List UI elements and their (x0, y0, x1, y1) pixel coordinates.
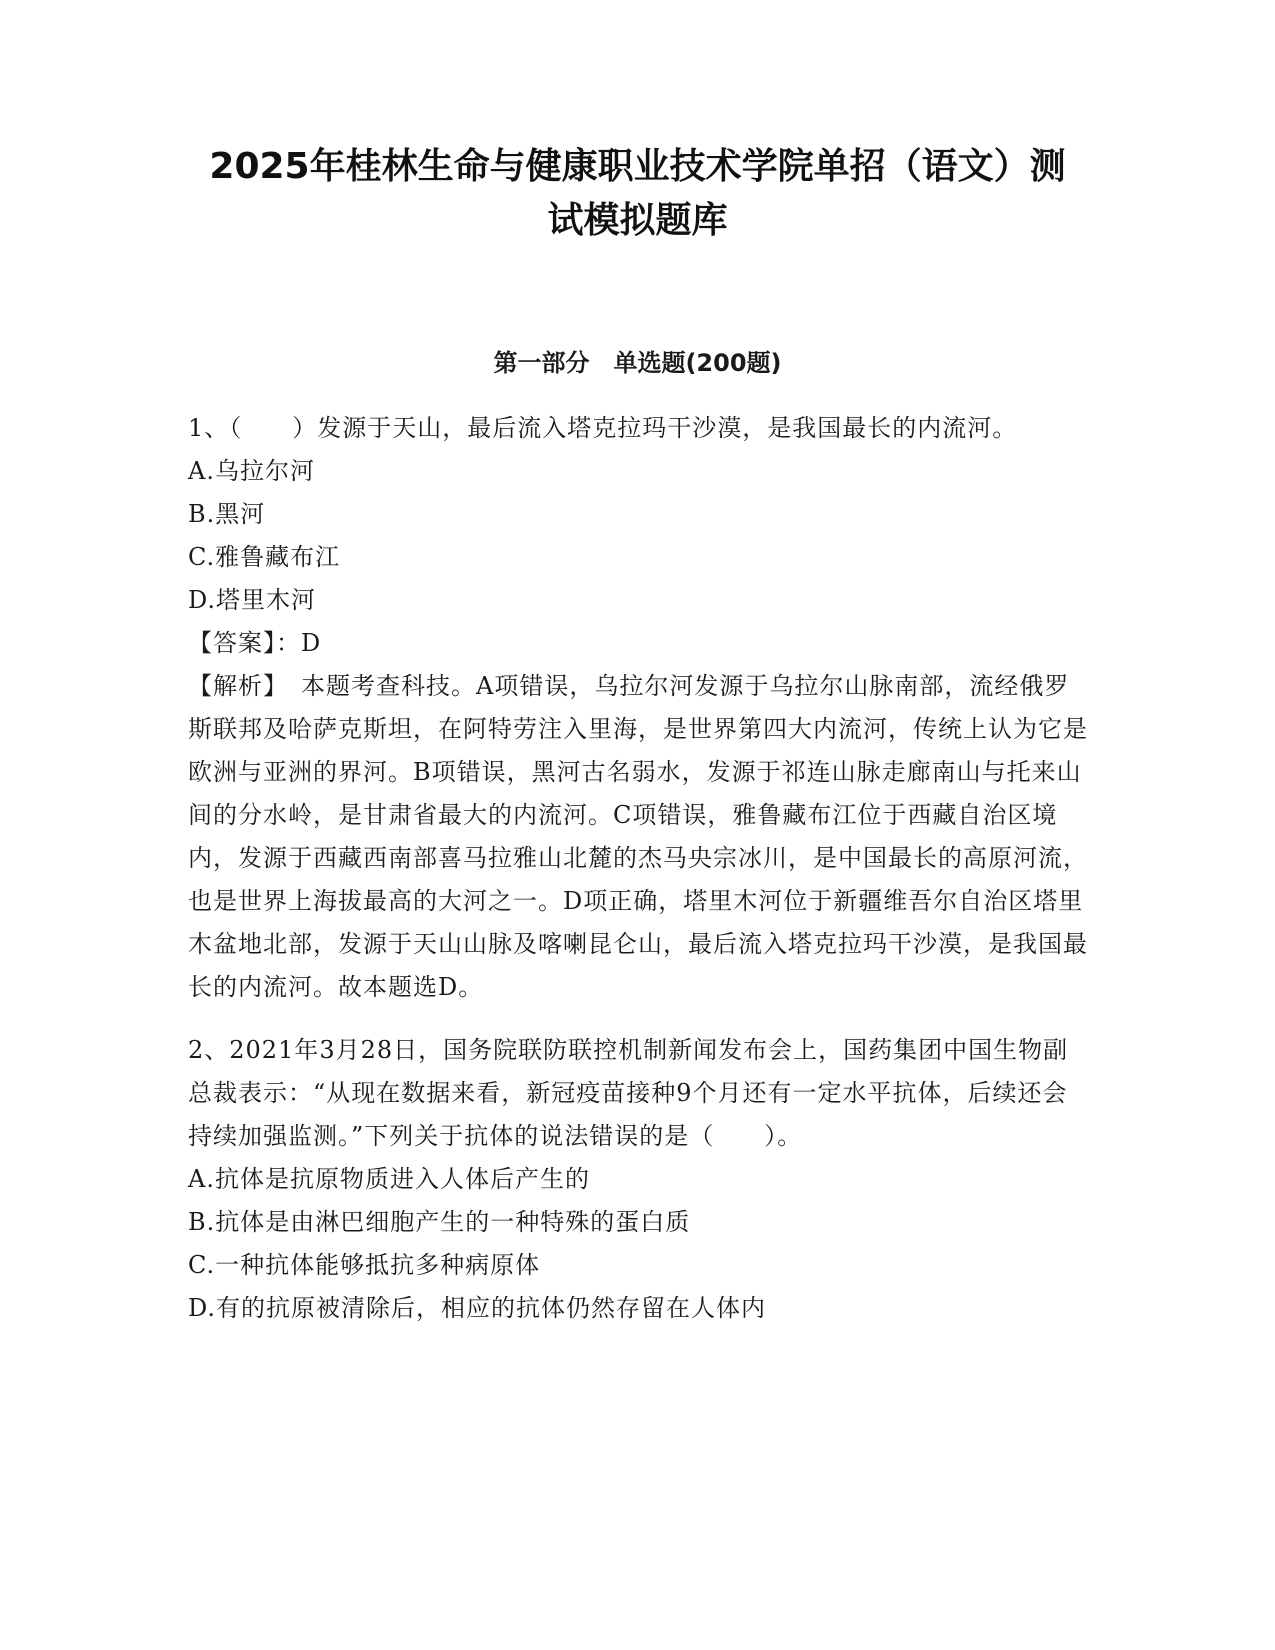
question-stem: 2、2021年3月28日，国务院联防联控机制新闻发布会上，国药集团中国生物副总裁表示：“从现在数据来看，新冠疫苗接种9个月还有一定水平抗体，后续还会持续加强监测。”下列关于抗体的说法错误的是（ ）。 (188, 1036, 1069, 1150)
question-list (188, 407, 1088, 1330)
question-spacer (188, 1009, 1088, 1029)
section-heading: 第一部分 单选题(200题) (493, 349, 782, 377)
option-d: D.塔里木河 (188, 586, 317, 614)
option-d: D.有的抗原被清除后，相应的抗体仍然存留在人体内 (188, 1294, 767, 1322)
title-line-1: 2025年桂林生命与健康职业技术学院单招（语文）测 (209, 146, 1066, 187)
analysis-label: 【解析】 (188, 672, 301, 700)
option-c: C.一种抗体能够抵抗多种病原体 (188, 1251, 541, 1279)
option-c: C.雅鲁藏布江 (188, 543, 341, 571)
answer: 【答案】：D (188, 629, 322, 657)
option-a: A.抗体是抗原物质进入人体后产生的 (188, 1165, 590, 1193)
option-b: B.黑河 (188, 500, 266, 528)
document-title (180, 140, 1095, 248)
option-a: A.乌拉尔河 (188, 457, 315, 485)
analysis (188, 665, 1088, 1009)
title-line-2: 试模拟题库 (547, 200, 728, 241)
question-2 (188, 1029, 1088, 1330)
question-1 (188, 407, 1088, 1009)
option-b: B.抗体是由淋巴细胞产生的一种特殊的蛋白质 (188, 1208, 691, 1236)
question-stem: 1、（ ）发源于天山，最后流入塔克拉玛干沙漠，是我国最长的内流河。 (188, 414, 1018, 442)
analysis-text: 本题考查科技。A项错误，乌拉尔河发源于乌拉尔山脉南部，流经俄罗斯联邦及哈萨克斯坦，在阿特劳注入里海，是世界第四大内流河，传统上认为它是欧洲与亚洲的界河。B项错误，黑河古名弱水，发源于祁连山脉走廊南山与托来山间的分水岭，是甘肃省最大的内流河。C项错误，雅鲁藏布江位于西藏自治区境内，发源于西藏西南部喜马拉雅山北麓的杰马央宗冰川，是中国最长的高原河流，也是世界上海拔最高的大河之一。D项正确，塔里木河位于新疆维吾尔自治区塔里木盆地北部，发源于天山山脉及喀喇昆仑山，最后流入塔克拉玛干沙漠，是我国最长的内流河。故本题选D。 (188, 672, 1088, 1001)
